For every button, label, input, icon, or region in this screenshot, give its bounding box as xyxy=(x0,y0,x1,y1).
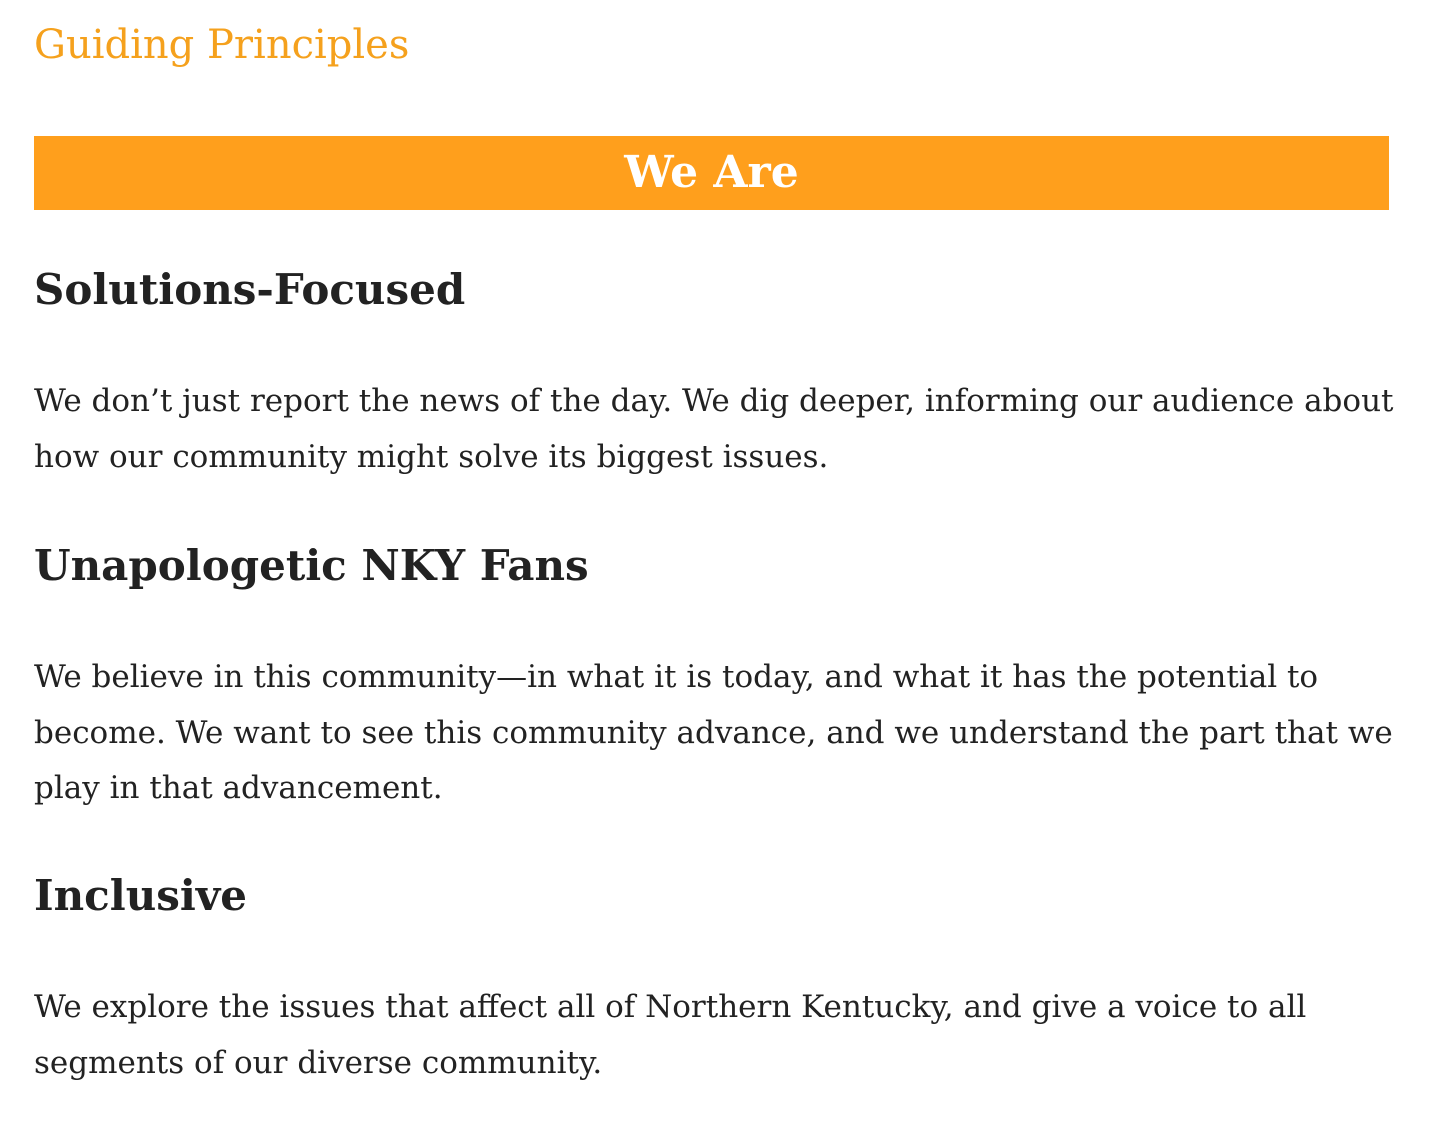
banner-label: We Are xyxy=(624,147,799,198)
section-body-inclusive: We explore the issues that affect all of Northern Kentucky, and give a voice to all segments of our diverse community. xyxy=(34,989,1307,1081)
page-title: Guiding Principles xyxy=(34,22,410,68)
section-body-solutions-focused: We don’t just report the news of the day. We dig deeper, informing our audience about how our community might solve its biggest issues. xyxy=(34,383,1394,475)
section-heading-inclusive: Inclusive xyxy=(34,871,247,920)
section-heading-solutions-focused: Solutions-Focused xyxy=(34,265,466,314)
section-heading-unapologetic-nky-fans: Unapologetic NKY Fans xyxy=(34,541,589,590)
section-body-unapologetic-nky-fans: We believe in this community—in what it is today, and what it has the potential to become. We want to see this community advance, and we understand the part that we play in that advancement. xyxy=(34,659,1393,806)
we-are-banner xyxy=(34,136,1389,210)
